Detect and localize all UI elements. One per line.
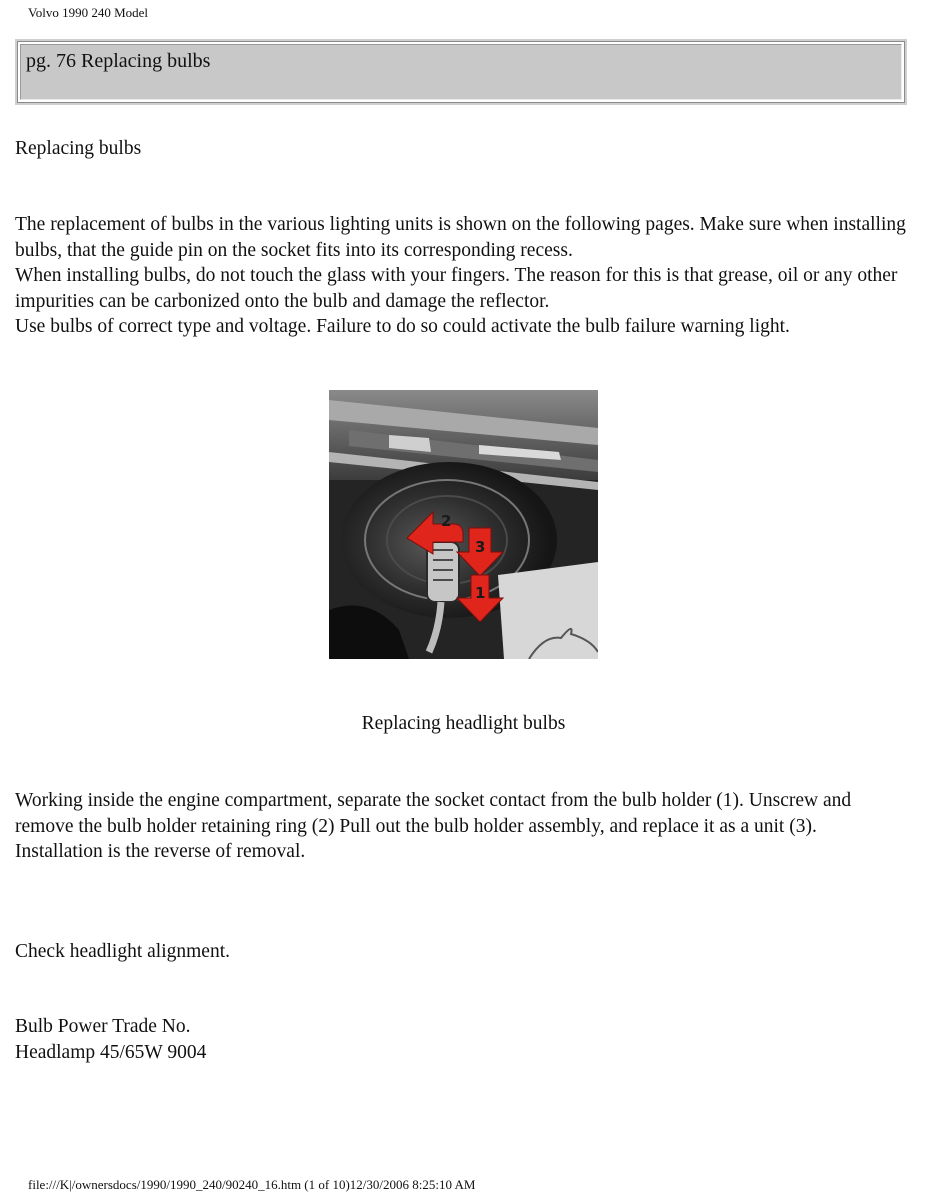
alignment-note: Check headlight alignment. [15, 941, 230, 962]
bulb-table-header: Bulb Power Trade No. [15, 1016, 191, 1037]
page-title: pg. 76 Replacing bulbs [20, 44, 902, 100]
figure-caption: Replacing headlight bulbs [361, 713, 566, 734]
arrow-label-2: 2 [441, 512, 452, 530]
intro-paragraph-3: Use bulbs of correct type and voltage. Failure to do so could activate the bulb failure warning light. [15, 316, 790, 337]
arrow-label-3: 3 [475, 538, 486, 556]
headlight-bulb-photo [329, 390, 598, 659]
document-header: Volvo 1990 240 Model [28, 5, 149, 20]
bulb-table-row: Headlamp 45/65W 9004 [15, 1041, 207, 1063]
section-heading: Replacing bulbs [15, 138, 142, 159]
procedure-paragraph-2: Installation is the reverse of removal. [15, 841, 306, 862]
procedure-text [15, 788, 910, 865]
bulb-table [15, 1014, 910, 1065]
intro-paragraph-2: When installing bulbs, do not touch the glass with your fingers. The reason for this is that grease, oil or any other impurities can be carbonized onto the bulb and damage the reflector. [15, 265, 898, 312]
procedure-paragraph-1: Working inside the engine compartment, separate the socket contact from the bulb holder (1). Unscrew and remove the bulb holder retaining ring (2) Pull out the bulb holder assembly, and replace it as a unit (3). [15, 790, 852, 837]
title-bar [15, 39, 907, 105]
intro-text [15, 212, 910, 340]
arrow-label-1: 1 [475, 584, 486, 602]
footer-file-path: file:///K|/ownersdocs/1990/1990_240/90240_16.htm (1 of 10)12/30/2006 8:25:10 AM [28, 1177, 476, 1192]
intro-paragraph-1: The replacement of bulbs in the various lighting units is shown on the following pages. Make sure when installing bulbs, that the guide pin on the socket fits into its corresponding recess. [15, 214, 906, 261]
headlight-photo-illustration [329, 390, 598, 659]
